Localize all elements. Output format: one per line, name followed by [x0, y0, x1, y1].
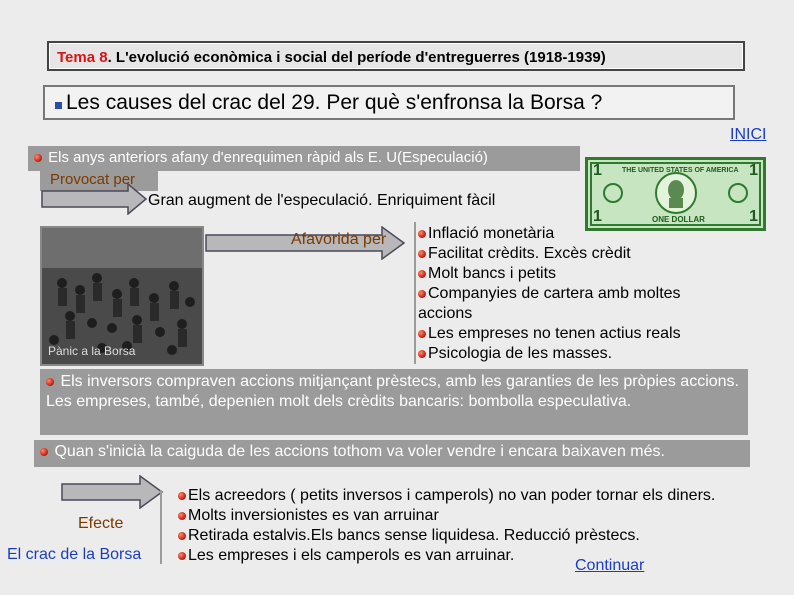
list-item: Les empreses i els camperols es van arruinar.	[178, 546, 788, 566]
list-item: Retirada estalvis.Els bancs sense liquidesa. Reducció prèstecs.	[178, 526, 788, 546]
list-item: Companyies de cartera amb moltes accions	[418, 285, 681, 322]
speculation-text: Els anys anteriors afany d'enrequimen ràpid als E. U(Especulació)	[48, 149, 488, 166]
title-text: . L'evolució econòmica i social del període d'entreguerres (1918-1939)	[107, 49, 606, 66]
fall-box	[34, 440, 750, 467]
investors-box	[40, 369, 748, 435]
list-item: Els acreedors ( petits inversos i camperols) no van poder tornar els diners.	[178, 486, 788, 506]
dollar-top-text: THE UNITED STATES OF AMERICA	[622, 167, 739, 174]
subtitle	[43, 85, 735, 120]
list-item: Molt bancs i petits	[418, 264, 718, 284]
bullet-icon	[34, 154, 42, 162]
dollar-corner-br: 1	[749, 208, 758, 225]
investors-text: Els inversors compraven accions mitjançant prèstecs, amb les garanties de les pròpies accions. Les empreses, també, depenien molt dels crèdits bancaris: bombolla especulativa.	[46, 373, 739, 410]
bullet-icon	[46, 378, 54, 386]
dollar-corner-tl: 1	[593, 162, 602, 179]
cause-text: Gran augment de l'especulació. Enriquiment fàcil	[148, 192, 496, 209]
stock-panic-photo	[40, 226, 204, 366]
bullet-icon	[40, 448, 48, 456]
list-item: Molts inversionistes es van arruinar	[178, 506, 788, 526]
efecte-label: Efecte	[78, 515, 124, 532]
dollar-bottom-text: ONE DOLLAR	[652, 215, 705, 224]
inici-link[interactable]: INICI	[730, 126, 767, 143]
dollar-bill-image	[585, 157, 766, 231]
effect-divider	[160, 490, 162, 564]
list-item: Facilitat crèdits. Excès crèdit	[418, 244, 718, 264]
dollar-corner-tr: 1	[749, 162, 758, 179]
dollar-corner-bl: 1	[593, 208, 602, 225]
square-bullet-icon	[55, 102, 62, 109]
factors-list	[418, 224, 718, 364]
list-divider	[414, 222, 416, 364]
speculation-bar	[28, 146, 580, 171]
arrow-icon	[60, 475, 164, 509]
list-item: Les empreses no tenen actius reals	[418, 324, 718, 344]
subtitle-text: Les causes del crac del 29. Per què s'enfronsa la Borsa ?	[66, 91, 603, 114]
list-item: Psicologia de les masses.	[418, 344, 718, 364]
photo-caption: Pànic a la Borsa	[48, 344, 136, 358]
provocat-label: Provocat per	[50, 171, 136, 188]
afavorida-label: Afavorida per	[291, 231, 387, 248]
page-title	[47, 41, 745, 71]
tema-label: Tema 8	[57, 49, 108, 66]
effects-list	[178, 486, 788, 566]
fall-text: Quan s'inicià la caiguda de les accions tothom va voler vendre i encara baixaven més.	[54, 443, 665, 460]
continuar-link[interactable]: Continuar	[575, 557, 645, 574]
arrow-icon	[40, 183, 148, 215]
crac-link[interactable]: El crac de la Borsa	[7, 546, 142, 563]
list-item: Inflació monetària	[418, 224, 718, 244]
